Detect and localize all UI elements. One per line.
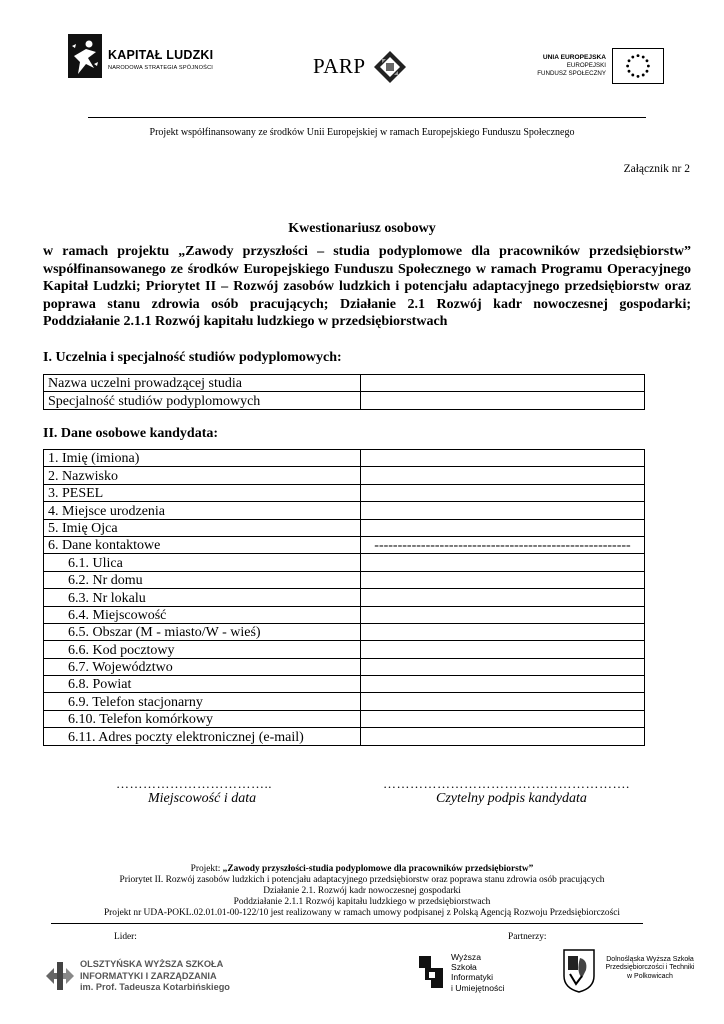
eu-line3: FUNDUSZ SPOŁECZNY xyxy=(537,70,606,77)
street-field[interactable] xyxy=(361,554,645,571)
footer-line4: Poddziałanie 2.1.1 Rozwój kapitału ludzkiego w przedsiębiorstwach xyxy=(233,897,491,907)
signature-line[interactable]: ………………………………………………. xyxy=(383,776,630,791)
father-name-field[interactable] xyxy=(361,519,645,536)
row-label: Specjalność studiów podyplomowych xyxy=(44,392,361,409)
contact-data-dashes: ------------------------------------------------------- xyxy=(361,536,645,553)
table-row xyxy=(44,467,645,484)
row-label: 6. Dane kontaktowe xyxy=(44,536,361,553)
owsiz-name xyxy=(80,959,230,994)
row-label: 6.11. Adres poczty elektronicznej (e-mail) xyxy=(44,728,361,745)
eu-text xyxy=(537,54,606,78)
dws-line1: Dolnośląska Wyższa Szkoła xyxy=(606,956,694,963)
row-label: 5. Imię Ojca xyxy=(44,519,361,536)
wsiu-line1: Wyższa xyxy=(451,952,482,962)
row-label: 2. Nazwisko xyxy=(44,467,361,484)
footer-divider xyxy=(51,923,643,924)
postal-code-field[interactable] xyxy=(361,641,645,658)
row-label: Nazwa uczelni prowadzącej studia xyxy=(44,375,361,392)
last-name-field[interactable] xyxy=(361,467,645,484)
first-name-field[interactable] xyxy=(361,450,645,467)
row-label: 6.7. Województwo xyxy=(44,658,361,675)
table-row xyxy=(44,375,645,392)
cofinancing-note: Projekt współfinansowany ze środków Unii Europejskiej w ramach Europejskiego Funduszu Społecznego xyxy=(149,127,575,138)
table-row xyxy=(44,606,645,623)
table-row xyxy=(44,484,645,501)
eu-line2: EUROPEJSKI xyxy=(566,62,606,69)
partners-label: Partnerzy: xyxy=(508,932,547,942)
table-row xyxy=(44,676,645,693)
footer-line1 xyxy=(0,864,724,875)
owsiz-line3: im. Prof. Tadeusza Kotarbińskiego xyxy=(80,982,230,992)
row-label: 6.8. Powiat xyxy=(44,676,361,693)
table-row xyxy=(44,693,645,710)
eu-flag-icon xyxy=(612,48,664,84)
parp-wordmark: PARP xyxy=(313,54,366,78)
owsiz-logo xyxy=(44,956,234,998)
voivodeship-field[interactable] xyxy=(361,658,645,675)
place-date-label: Miejscowość i data xyxy=(148,791,257,806)
owsiz-line1: OLSZTYŃSKA WYŻSZA SZKOŁA xyxy=(80,959,224,969)
email-field[interactable] xyxy=(361,728,645,745)
footer-line5: Projekt nr UDA-POKL.02.01.01-00-122/10 jest realizowany w ramach umowy podpisanej z Polską Agencją Rozwoju Przedsiębiorczości xyxy=(103,908,621,918)
table-row xyxy=(44,519,645,536)
parp-diamond-icon xyxy=(373,50,407,84)
table-row xyxy=(44,589,645,606)
leader-label: Lider: xyxy=(114,932,137,942)
wsiu-line4: i Umiejętności xyxy=(451,982,505,993)
table-row xyxy=(44,450,645,467)
kapital-ludzki-emblem-icon xyxy=(68,34,102,78)
footer-line1-prefix: Projekt: xyxy=(190,864,223,874)
section1-heading: I. Uczelnia i specjalność studiów podyplomowych: xyxy=(43,350,342,365)
personal-data-table xyxy=(43,449,645,746)
dws-name xyxy=(598,956,702,981)
row-label: 6.5. Obszar (M - miasto/W - wieś) xyxy=(44,623,361,640)
table-row xyxy=(44,392,645,409)
wsiu-line3: Informatyki xyxy=(451,972,494,983)
table-row xyxy=(44,641,645,658)
row-label: 6.2. Nr domu xyxy=(44,571,361,588)
dws-shield-icon xyxy=(562,948,596,994)
city-field[interactable] xyxy=(361,606,645,623)
table-row xyxy=(44,554,645,571)
wsiu-line2: Szkoła xyxy=(451,962,477,973)
area-type-field[interactable] xyxy=(361,623,645,640)
header-divider xyxy=(88,117,646,118)
row-label: 6.1. Ulica xyxy=(44,554,361,571)
dws-logo xyxy=(562,946,702,996)
signature-label: Czytelny podpis kandydata xyxy=(436,791,587,806)
owsiz-line2: INFORMATYKI I ZARZĄDZANIA xyxy=(80,970,217,981)
row-label: 6.9. Telefon stacjonarny xyxy=(44,693,361,710)
footer-text xyxy=(0,864,724,919)
row-label: 1. Imię (imiona) xyxy=(44,450,361,467)
university-name-field[interactable] xyxy=(361,375,645,392)
annex-label: Załącznik nr 2 xyxy=(623,163,690,175)
wsiu-emblem-icon xyxy=(417,952,445,992)
table-row xyxy=(44,536,645,553)
birthplace-field[interactable] xyxy=(361,502,645,519)
county-field[interactable] xyxy=(361,676,645,693)
house-number-field[interactable] xyxy=(361,571,645,588)
parp-logo xyxy=(313,46,413,86)
row-label: 4. Miejsce urodzenia xyxy=(44,502,361,519)
table-row xyxy=(44,502,645,519)
footer-project-name: „Zawody przyszłości-studia podyplomowe dla pracowników przedsiębiorstw” xyxy=(222,864,534,874)
dws-line2: Przedsiębiorczości i Techniki xyxy=(605,964,695,972)
pesel-field[interactable] xyxy=(361,484,645,501)
row-label: 6.4. Miejscowość xyxy=(44,606,361,623)
section2-heading: II. Dane osobowe kandydata: xyxy=(43,426,219,441)
row-label: 6.6. Kod pocztowy xyxy=(44,641,361,658)
table-row xyxy=(44,623,645,640)
university-table xyxy=(43,374,645,410)
row-label: 6.3. Nr lokalu xyxy=(44,589,361,606)
table-row xyxy=(44,571,645,588)
table-row xyxy=(44,658,645,675)
page-title: Kwestionariusz osobowy xyxy=(288,221,436,236)
kapital-ludzki-subtitle: NARODOWA STRATEGIA SPÓJNOŚCI xyxy=(108,65,214,71)
specialization-field[interactable] xyxy=(361,392,645,409)
footer-line2: Priorytet II. Rozwój zasobów ludzkich i potencjału adaptacyjnego przedsiębiorstw oraz poprawa stanu zdrowia osób pracujących xyxy=(119,875,605,885)
dws-line3: w Polkowicach xyxy=(627,972,673,980)
row-label: 6.10. Telefon komórkowy xyxy=(44,710,361,727)
table-row xyxy=(44,728,645,745)
wsiu-logo xyxy=(417,948,517,996)
footer-line3: Działanie 2.1. Rozwój kadr nowoczesnej gospodarki xyxy=(263,886,461,896)
table-row xyxy=(44,710,645,727)
landline-phone-field[interactable] xyxy=(361,693,645,710)
kapital-ludzki-logo xyxy=(68,34,228,80)
mobile-phone-field[interactable] xyxy=(361,710,645,727)
project-intro: w ramach projektu „Zawody przyszłości – studia podyplomowe dla pracowników przedsiębiorstw” współfinansowanego ze środków Europejskiego Funduszu Społecznego w ramach Programu Operacyjnego Kapitał Ludzki; Priorytet II – Rozwój zasobów ludzkich i potencjału adaptacyjnego przedsiębiorstw oraz poprawa stanu zdrowia osób pracujących; Działanie 2.1 Rozwój kadr nowoczesnej gospodarki; Poddziałanie 2.1.1 Rozwój kapitału ludzkiego w przedsiębiorstwach xyxy=(43,244,691,330)
eu-logo xyxy=(520,46,664,86)
place-date-line[interactable]: …………………………….. xyxy=(116,776,272,791)
row-label: 3. PESEL xyxy=(44,484,361,501)
owsiz-emblem-icon xyxy=(44,960,76,992)
kapital-ludzki-title: KAPITAŁ LUDZKI xyxy=(108,48,214,62)
eu-line1: UNIA EUROPEJSKA xyxy=(542,54,606,61)
apartment-number-field[interactable] xyxy=(361,589,645,606)
wsiu-name xyxy=(451,952,505,993)
